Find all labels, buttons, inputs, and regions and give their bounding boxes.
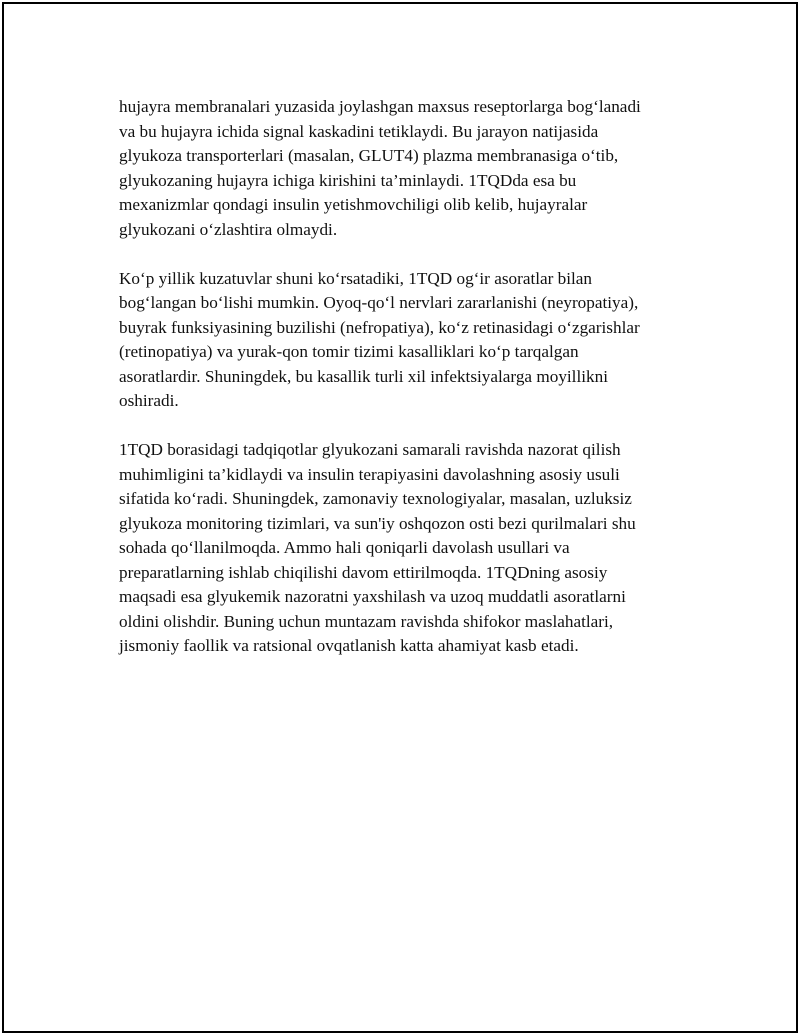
text-line: sohada qo‘llanilmoqda. Ammo hali qoniqarli davolash usullari va xyxy=(119,538,570,557)
text-line: Ko‘p yillik kuzatuvlar shuni ko‘rsatadiki, 1TQD og‘ir asoratlar bilan xyxy=(119,268,593,288)
text-line: jismoniy faollik va ratsional ovqatlanish katta ahamiyat kasb etadi. xyxy=(119,636,579,655)
text-line: glyukozani o‘zlashtira olmaydi. xyxy=(119,219,338,239)
text-line: (retinopatiya) va yurak-qon tomir tizimi kasalliklari ko‘p tarqalgan xyxy=(119,342,579,361)
text-line: oshiradi. xyxy=(119,391,179,410)
text-line: preparatlarning ishlab chiqilishi davom ettirilmoqda. 1TQDning asosiy xyxy=(119,562,608,582)
text-line: bog‘langan bo‘lishi mumkin. Oyoq-qo‘l nervlari zararlanishi (neyropatiya), xyxy=(119,293,639,312)
text-line: mexanizmlar qondagi insulin yetishmovchiligi olib kelib, hujayralar xyxy=(119,195,588,214)
document-page xyxy=(2,2,798,1033)
text-line: asoratlardir. Shuningdek, bu kasallik turli xil infektsiyalarga moyillikni xyxy=(119,366,608,386)
text-line: glyukoza monitoring tizimlari, va sun'iy oshqozon osti bezi qurilmalari shu xyxy=(119,513,636,533)
paragraph-2 xyxy=(119,267,709,414)
text-line: oldini olishdir. Buning uchun muntazam ravishda shifokor maslahatlari, xyxy=(119,611,614,631)
text-line: sifatida ko‘radi. Shuningdek, zamonaviy texnologiyalar, masalan, uzluksiz xyxy=(119,489,632,508)
text-line: maqsadi esa glyukemik nazoratni yaxshilash va uzoq muddatli asoratlarni xyxy=(119,587,626,606)
text-line: glyukozaning hujayra ichiga kirishini ta’minlaydi. 1TQDda esa bu xyxy=(119,170,577,190)
paragraph-1 xyxy=(119,95,709,242)
text-line: hujayra membranalari yuzasida joylashgan maxsus reseptorlarga bog‘lanadi xyxy=(119,97,641,116)
text-line: 1TQD borasidagi tadqiqotlar glyukozani samarali ravishda nazorat qilish xyxy=(119,440,621,459)
paragraph-3 xyxy=(119,438,709,659)
text-line: muhimligini ta’kidlaydi va insulin terapiyasini davolashning asosiy usuli xyxy=(119,464,620,484)
text-line: va bu hujayra ichida signal kaskadini tetiklaydi. Bu jarayon natijasida xyxy=(119,121,599,141)
document-body xyxy=(119,95,709,683)
text-line: buyrak funksiyasining buzilishi (nefropatiya), ko‘z retinasidagi o‘zgarishlar xyxy=(119,317,640,337)
text-line: glyukoza transporterlari (masalan, GLUT4) plazma membranasiga o‘tib, xyxy=(119,146,619,165)
